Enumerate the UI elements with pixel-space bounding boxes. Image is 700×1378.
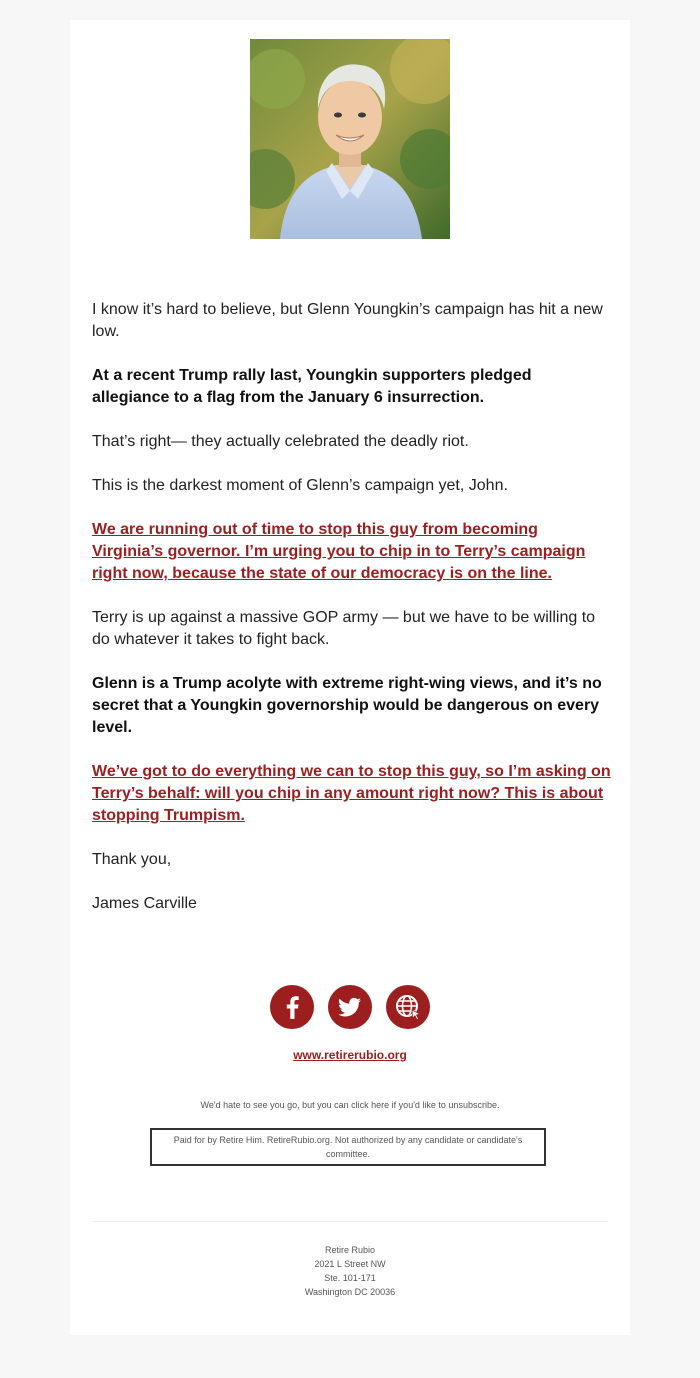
- mailing-address: [70, 1243, 630, 1299]
- paragraph-bold: At a recent Trump rally last, Youngkin supporters pledged allegiance to a flag from the January 6 insurrection.: [92, 367, 532, 406]
- email-body: [92, 299, 612, 937]
- paid-for-text: Paid for by Retire Him. RetireRubio.org. Not authorized by any candidate or candidate's committee.: [173, 1135, 523, 1159]
- unsubscribe-text[interactable]: We'd hate to see you go, but you can click here if you'd like to unsubscribe.: [200, 1100, 500, 1110]
- address-line: Ste. 101-171: [324, 1273, 376, 1283]
- website-link[interactable]: www.retirerubio.org: [293, 1048, 407, 1062]
- paragraph: This is the darkest moment of Glenn’s campaign yet, John.: [92, 477, 508, 494]
- paragraph: I know it’s hard to believe, but Glenn Youngkin’s campaign has hit a new low.: [92, 301, 603, 340]
- sign-off: Thank you,: [92, 851, 172, 868]
- paragraph-bold: Glenn is a Trump acolyte with extreme right-wing views, and it’s no secret that a Youngkin governorship would be dangerous on every level.: [92, 675, 602, 736]
- paragraph: That’s right— they actually celebrated the deadly riot.: [92, 433, 469, 450]
- portrait-image: [250, 39, 450, 239]
- email-card: [70, 20, 630, 1335]
- paid-for-disclaimer: [150, 1128, 546, 1166]
- signature: James Carville: [92, 895, 197, 912]
- candidate-photo: [250, 39, 450, 239]
- social-links: [70, 985, 630, 1029]
- donate-link[interactable]: We are running out of time to stop this guy from becoming Virginia’s governor. I’m urging you to chip in to Terry’s campaign right now, because the state of our democracy is on the line.: [92, 521, 586, 582]
- divider: [92, 1221, 608, 1222]
- website-icon[interactable]: [386, 985, 430, 1029]
- address-line: Washington DC 20036: [304, 1287, 396, 1297]
- address-line: Retire Rubio: [324, 1245, 376, 1255]
- address-line: 2021 L Street NW: [314, 1259, 386, 1269]
- paragraph: Terry is up against a massive GOP army — but we have to be willing to do whatever it takes to fight back.: [92, 609, 596, 648]
- facebook-icon[interactable]: [270, 985, 314, 1029]
- donate-link-2[interactable]: We’ve got to do everything we can to stop this guy, so I’m asking on Terry’s behalf: will you chip in any amount right now? This is about stopping Trumpism.: [92, 763, 611, 824]
- twitter-icon[interactable]: [328, 985, 372, 1029]
